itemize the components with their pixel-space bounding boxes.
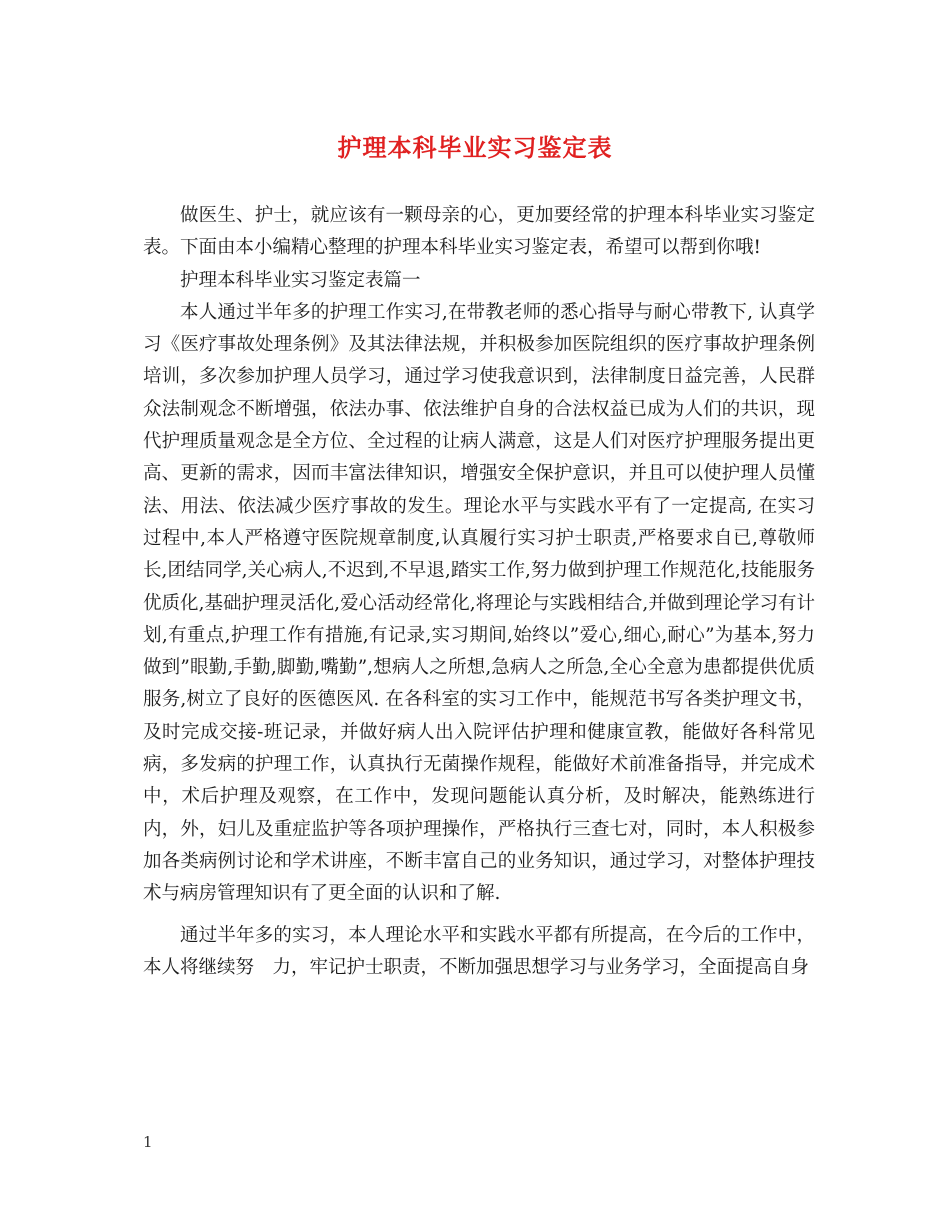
page-number: 1	[143, 1133, 153, 1151]
intro-paragraph: 做医生、护士，就应该有一颗母亲的心，更加要经常的护理本科毕业实习鉴定表。下面由本小编精心整理的护理本科毕业实习鉴定表，希望可以帮到你哦!	[143, 205, 815, 259]
body-paragraph: 本人通过半年多的护理工作实习,在带教老师的悉心指导与耐心带教下, 认真学习《医疗事故处理条例》及其法律法规，并积极参加医院组织的医疗事故护理条例培训，多次参加护理人员学习，通过学习使我意识到，法律制度日益完善，人民群众法制观念不断增强，依法办事、依法维护自身的合法权益已成为人们的共识，现代护理质量观念是全方位、全过程的让病人满意，这是人们对医疗护理服务提出更高、更新的需求，因而丰富法律知识，增强安全保护意识，并且可以使护理人员懂法、用法、依法减少医疗事故的发生。理论水平与实践水平有了一定提高, 在实习过程中,本人严格遵守医院规章制度,认真履行实习护士职责,严格要求自已,尊敬师长,团结同学,关心病人,不迟到,不早退,踏实工作,努力做到护理工作规范化,技能服务优质化,基础护理灵活化,爱心活动经常化,将理论与实践相结合,并做到理论学习有计划,有重点,护理工作有措施,有记录,实习期间,始终以”爱心,细心,耐心”为基本,努力做到”眼勤,手勤,脚勤,嘴勤”,想病人之所想,急病人之所急,全心全意为患都提供优质服务,树立了良好的医德医风. 在各科室的实习工作中，能规范书写各类护理文书，及时完成交接-班记录，并做好病人出入院评估护理和健康宣教，能做好各科常见病，多发病的护理工作，认真执行无菌操作规程，能做好术前准备指导，并完成术中，术后护理及观察，在工作中，发现问题能认真分析，及时解决，能熟练进行内，外，妇儿及重症监护等各项护理操作，严格执行三查七对，同时，本人积极参加各类病例讨论和学术讲座，不断丰富自己的业务知识，通过学习，对整体护理技术与病房管理知识有了更全面的认识和了解.	[143, 301, 815, 905]
section-heading: 护理本科毕业实习鉴定表篇一	[180, 269, 421, 291]
closing-paragraph: 通过半年多的实习，本人理论水平和实践水平都有所提高，在今后的工作中，本人将继续努 力，牢记护士职责，不断加强思想学习与业务学习，全面提高自身	[143, 924, 815, 978]
document-body	[143, 200, 815, 984]
document-title: 护理本科毕业实习鉴定表	[337, 134, 613, 162]
